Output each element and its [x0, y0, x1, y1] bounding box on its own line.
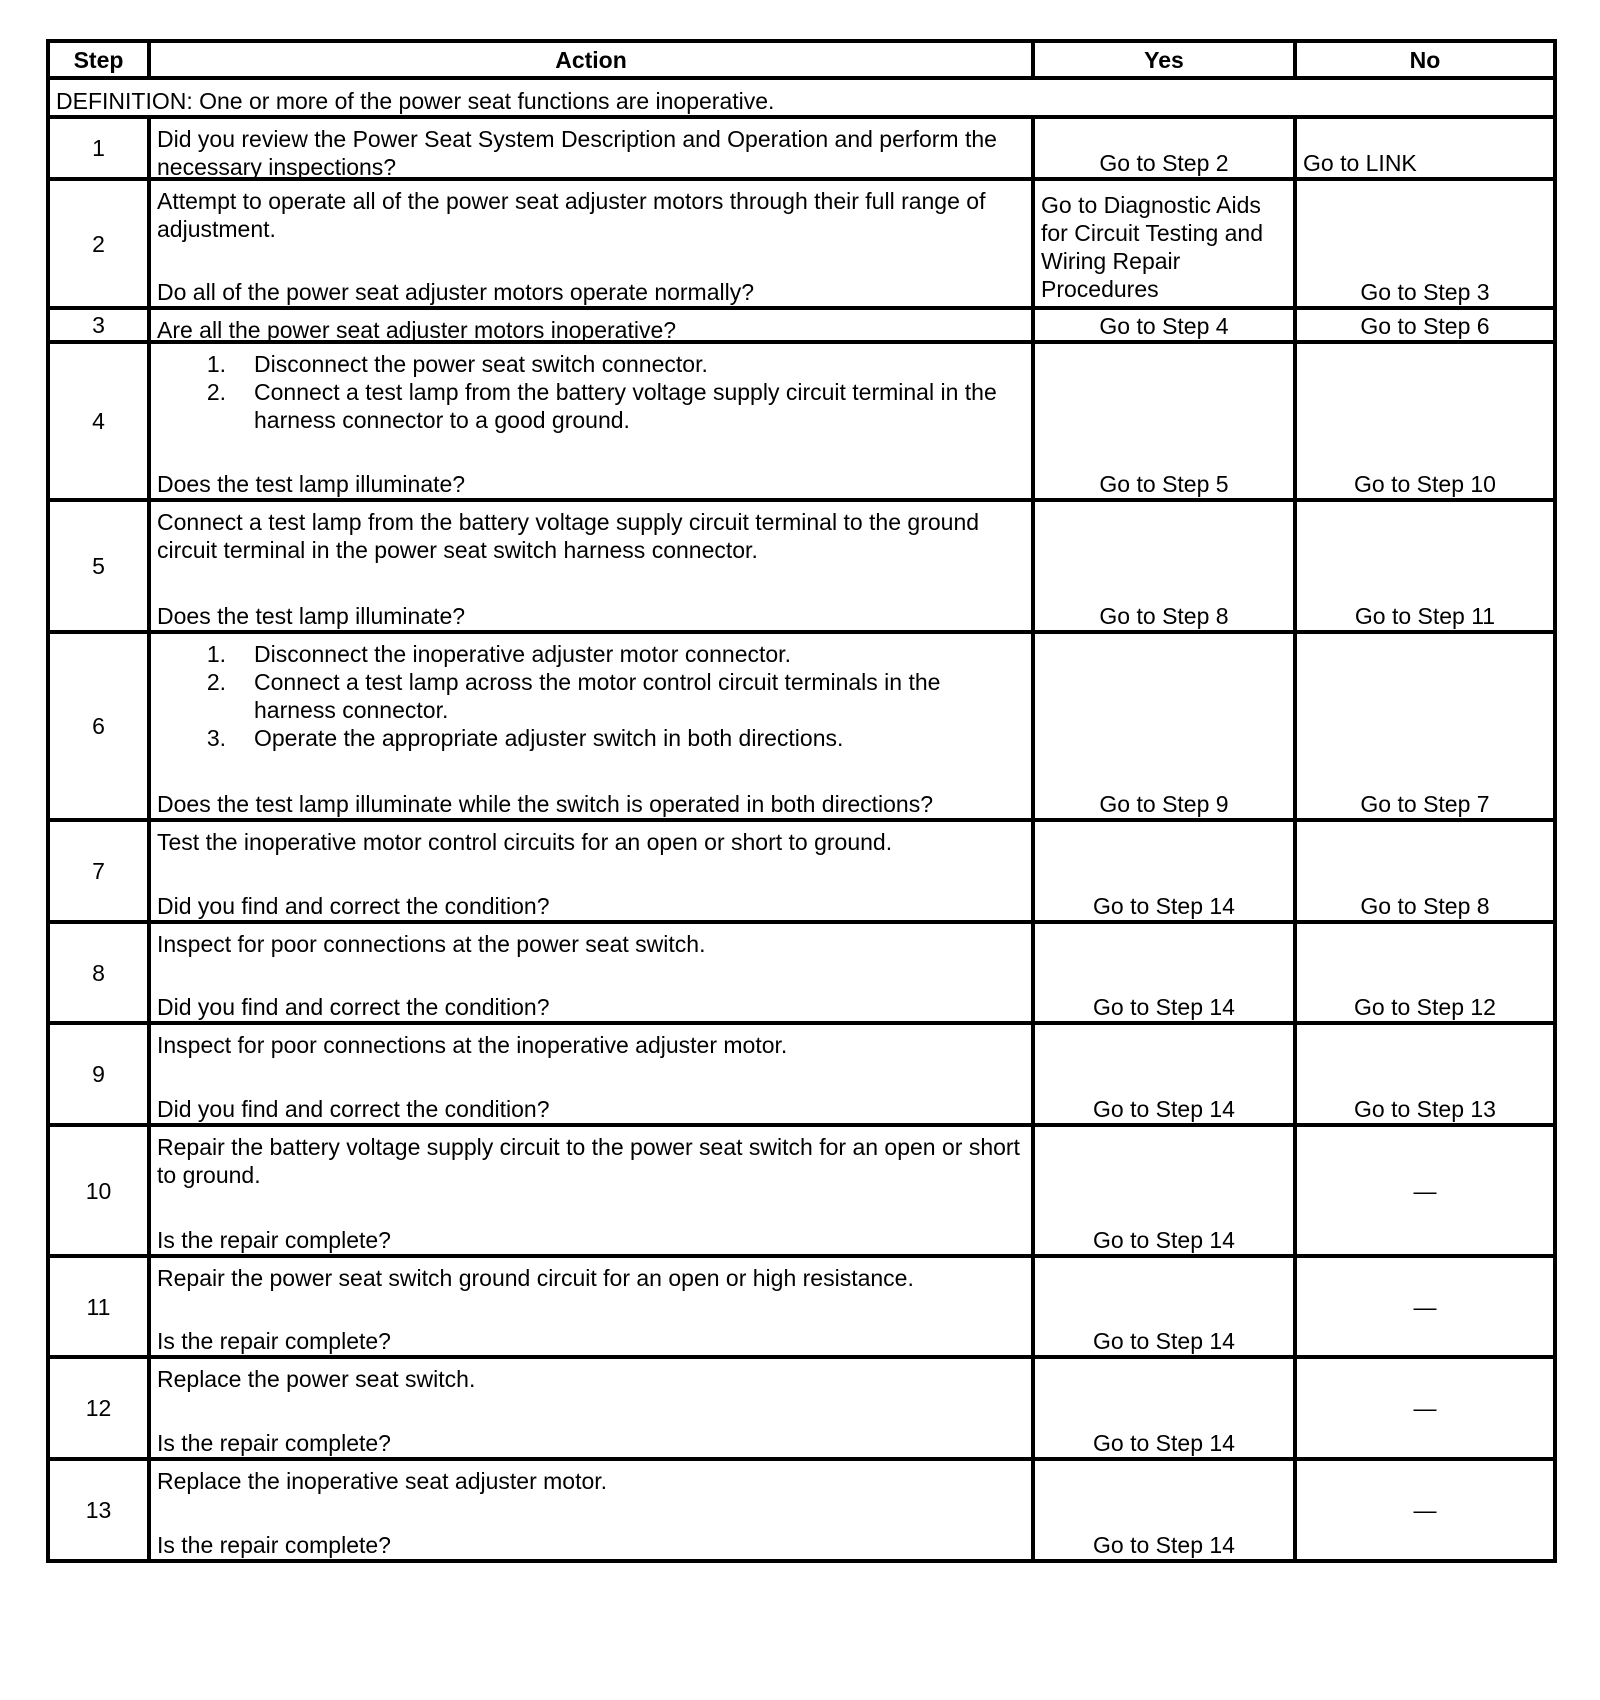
table-row [48, 1357, 1555, 1459]
action-step-number: 1. [206, 641, 226, 667]
table-row [48, 500, 1555, 632]
action-question: Does the test lamp illuminate? [157, 471, 466, 497]
table-row [48, 1459, 1555, 1561]
action-text: Replace the inoperative seat adjuster motor. [157, 1468, 608, 1494]
no-outcome: Go to Step 7 [1295, 632, 1555, 820]
action-step-item [157, 350, 1025, 378]
action-step-number: 3. [206, 725, 226, 751]
action-step-item [157, 668, 1025, 724]
action-text: Connect a test lamp from the battery voltage supply circuit terminal to the ground circuit terminal in the power seat switch harness connector. [157, 509, 980, 563]
no-outcome-none: — [1295, 1459, 1555, 1561]
no-outcome: Go to Step 12 [1295, 922, 1555, 1023]
header-action: Action [149, 41, 1033, 78]
no-outcome: Go to LINK [1295, 117, 1555, 179]
action-text: Are all the power seat adjuster motors inoperative? [157, 317, 677, 343]
action-cell [149, 1023, 1033, 1125]
action-step-number: 2. [206, 669, 226, 695]
table-row [48, 308, 1555, 342]
no-outcome: Go to Step 11 [1295, 500, 1555, 632]
step-number: 7 [48, 820, 149, 922]
step-number: 1 [48, 117, 149, 179]
action-cell [149, 1459, 1033, 1561]
header-row [48, 41, 1555, 78]
step-number: 13 [48, 1459, 149, 1561]
action-question: Does the test lamp illuminate? [157, 603, 466, 629]
step-number: 9 [48, 1023, 149, 1125]
yes-outcome: Go to Step 4 [1033, 308, 1295, 342]
action-cell [149, 1256, 1033, 1357]
action-step-text: Connect a test lamp across the motor control circuit terminals in the harness connector. [254, 669, 941, 723]
action-text: Replace the power seat switch. [157, 1366, 476, 1392]
action-step-text: Operate the appropriate adjuster switch in both directions. [254, 725, 844, 751]
table-row [48, 179, 1555, 308]
no-outcome-none: — [1295, 1357, 1555, 1459]
action-question: Is the repair complete? [157, 1227, 391, 1253]
action-question: Does the test lamp illuminate while the switch is operated in both directions? [157, 791, 934, 817]
step-number: 8 [48, 922, 149, 1023]
action-cell [149, 1125, 1033, 1256]
no-outcome: Go to Step 3 [1295, 179, 1555, 308]
table-row [48, 117, 1555, 179]
action-step-number: 2. [206, 379, 226, 405]
no-outcome-none: — [1295, 1256, 1555, 1357]
yes-outcome: Go to Step 14 [1033, 1459, 1295, 1561]
no-outcome-none: — [1295, 1125, 1555, 1256]
action-question: Do all of the power seat adjuster motors operate normally? [157, 279, 755, 305]
diagnostic-table [46, 39, 1557, 1563]
header-yes: Yes [1033, 41, 1295, 78]
action-text: Attempt to operate all of the power seat adjuster motors through their full range of adjustment. [157, 188, 986, 242]
yes-outcome: Go to Step 5 [1033, 342, 1295, 500]
yes-outcome: Go to Step 8 [1033, 500, 1295, 632]
header-step: Step [48, 41, 149, 78]
table-row [48, 922, 1555, 1023]
action-step-item [157, 378, 1025, 434]
yes-outcome: Go to Diagnostic Aids for Circuit Testing and Wiring Repair Procedures [1033, 179, 1295, 308]
action-question: Did you find and correct the condition? [157, 893, 550, 919]
step-number: 6 [48, 632, 149, 820]
table-row [48, 1256, 1555, 1357]
yes-outcome: Go to Step 2 [1033, 117, 1295, 179]
action-cell [149, 500, 1033, 632]
action-question: Did you find and correct the condition? [157, 1096, 550, 1122]
yes-outcome: Go to Step 14 [1033, 820, 1295, 922]
step-number: 4 [48, 342, 149, 500]
yes-outcome: Go to Step 14 [1033, 1125, 1295, 1256]
table-row [48, 1023, 1555, 1125]
action-steps-list [157, 640, 1025, 752]
action-cell [149, 1357, 1033, 1459]
step-number: 2 [48, 179, 149, 308]
no-outcome: Go to Step 13 [1295, 1023, 1555, 1125]
action-step-text: Disconnect the inoperative adjuster motor connector. [254, 641, 791, 667]
action-step-number: 1. [206, 351, 226, 377]
action-cell [149, 820, 1033, 922]
action-question: Is the repair complete? [157, 1532, 391, 1558]
action-step-text: Disconnect the power seat switch connector. [254, 351, 708, 377]
table-row [48, 820, 1555, 922]
yes-outcome: Go to Step 14 [1033, 922, 1295, 1023]
no-outcome: Go to Step 8 [1295, 820, 1555, 922]
header-no: No [1295, 41, 1555, 78]
action-text: Inspect for poor connections at the power seat switch. [157, 931, 706, 957]
action-steps-list [157, 350, 1025, 434]
definition-text: DEFINITION: One or more of the power seat functions are inoperative. [48, 78, 1555, 117]
yes-outcome: Go to Step 14 [1033, 1023, 1295, 1125]
step-number: 5 [48, 500, 149, 632]
action-step-item [157, 640, 1025, 668]
action-text: Did you review the Power Seat System Description and Operation and perform the necessary inspections? [157, 126, 997, 180]
action-cell [149, 342, 1033, 500]
step-number: 3 [48, 308, 149, 342]
step-number: 11 [48, 1256, 149, 1357]
yes-outcome: Go to Step 14 [1033, 1357, 1295, 1459]
table-row [48, 1125, 1555, 1256]
no-outcome: Go to Step 10 [1295, 342, 1555, 500]
action-cell [149, 308, 1033, 342]
table-row [48, 342, 1555, 500]
action-question: Is the repair complete? [157, 1328, 391, 1354]
table-row [48, 632, 1555, 820]
step-number: 10 [48, 1125, 149, 1256]
action-text: Repair the battery voltage supply circuit to the power seat switch for an open or short to ground. [157, 1134, 1020, 1188]
action-question: Did you find and correct the condition? [157, 994, 550, 1020]
step-number: 12 [48, 1357, 149, 1459]
action-step-text: Connect a test lamp from the battery voltage supply circuit terminal in the harness connector to a good ground. [254, 379, 997, 433]
yes-outcome: Go to Step 14 [1033, 1256, 1295, 1357]
action-step-item [157, 724, 1025, 752]
yes-outcome: Go to Step 9 [1033, 632, 1295, 820]
action-cell [149, 632, 1033, 820]
action-text: Inspect for poor connections at the inoperative adjuster motor. [157, 1032, 788, 1058]
action-text: Repair the power seat switch ground circuit for an open or high resistance. [157, 1265, 914, 1291]
action-cell [149, 117, 1033, 179]
action-text: Test the inoperative motor control circuits for an open or short to ground. [157, 829, 893, 855]
action-cell [149, 179, 1033, 308]
action-question: Is the repair complete? [157, 1430, 391, 1456]
action-cell [149, 922, 1033, 1023]
no-outcome: Go to Step 6 [1295, 308, 1555, 342]
definition-row [48, 78, 1555, 117]
